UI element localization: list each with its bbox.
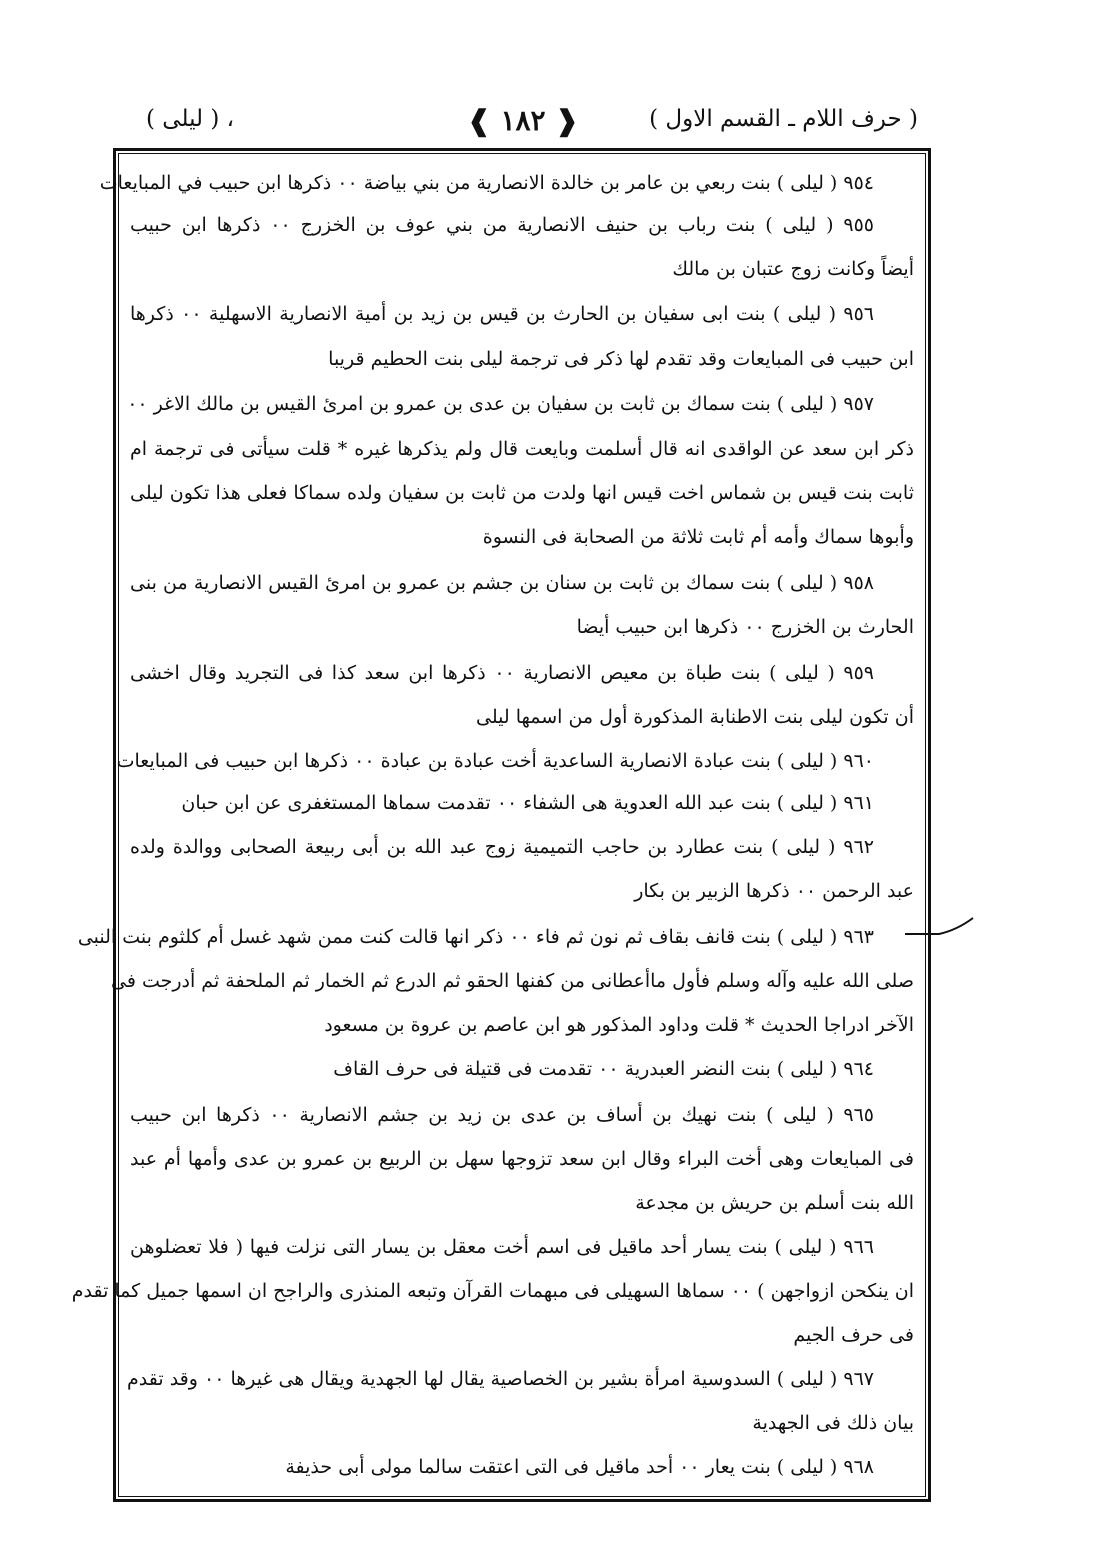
entry-965-line-3: الله بنت أسلم بن حريش بن مجدعة [635,1192,914,1214]
running-head-entry: ، ( ليلى ) [146,106,235,132]
entry-958-line-1: ٩٥٨ ( ليلى ) بنت سماك بن ثابت بن سنان بن جشم بن عمرو بن امرئ القيس الانصارية من بنى [130,572,874,594]
entry-965-line-2: فى المبايعات وهى أخت البراء وقال ابن سعد تزوجها سهل بن الربيع بن عمرو بن عدى وأمها أم عبد [130,1148,914,1170]
entry-962-line-1: ٩٦٢ ( ليلى ) بنت عطارد بن حاجب التميمية زوج عبد الله بن أبى ربيعة الصحابى ووالدة ولده [130,836,874,858]
section-title: ( حرف اللام ـ القسم الاول ) [649,106,918,132]
document-body [71,160,922,1490]
entry-957-line-2: ذكر ابن سعد عن الواقدى انه قال أسلمت وبايعت قال ولم يذكرها غيره * قلت سيأتى فى ترجمة ام [130,438,914,460]
entry-963-line-1: ٩٦٣ ( ليلى ) بنت قانف بقاف ثم نون ثم فاء ٠٠ ذكر انها قالت كنت ممن شهد غسل أم كلثوم بنت النبى [77,926,874,948]
entry-962-line-2: عبد الرحمن ٠٠ ذكرها الزبير بن بكار [634,880,914,902]
entry-954-line-1: ٩٥٤ ( ليلى ) بنت ربعي بن عامر بن خالدة الانصارية من بني بياضة ٠٠ ذكرها ابن حبيب في المبايعات [99,172,874,194]
entry-961-line-1: ٩٦١ ( ليلى ) بنت عبد الله العدوية هى الشفاء ٠٠ تقدمت سماها المستغفرى عن ابن حبان [181,792,874,814]
entry-959-line-2: أن تكون ليلى بنت الاطنابة المذكورة أول من اسمها ليلى [476,706,914,728]
entry-968-line-1: ٩٦٨ ( ليلى ) بنت يعار ٠٠ أحد ماقيل فى التى اعتقت سالما مولى أبى حذيفة [285,1456,874,1478]
entry-955-line-1: ٩٥٥ ( ليلى ) بنت رباب بن حنيف الانصارية من بني عوف بن الخزرج ٠٠ ذكرها ابن حبيب [130,214,874,236]
entry-959-line-1: ٩٥٩ ( ليلى ) بنت طباة بن معيص الانصارية ٠٠ ذكرها ابن سعد كذا فى التجريد وقال اخشى [130,662,874,684]
entry-956-line-1: ٩٥٦ ( ليلى ) بنت ابى سفيان بن الحارث بن قيس بن زيد بن أمية الانصارية الاسهلية ٠٠ ذكرها [130,303,874,325]
entry-966-line-3: فى حرف الجيم [793,1324,914,1346]
entry-958-line-2: الحارث بن الخزرج ٠٠ ذكرها ابن حبيب أيضا [576,616,914,638]
entry-967-line-2: بيان ذلك فى الجهدية [752,1412,914,1434]
entry-957-line-4: وأبوها سماك وأمه أم ثابت ثلاثة من الصحابة فى النسوة [482,526,914,548]
entry-960-line-1: ٩٦٠ ( ليلى ) بنت عبادة الانصارية الساعدية أخت عبادة بن عبادة ٠٠ ذكرها ابن حبيب فى المبايعات [116,750,874,772]
entry-966-line-2: ان ينكحن ازواجهن ) ٠٠ سماها السهيلى فى مبهمات القرآن وتبعه المنذرى والراجح ان اسمها جميل كما تقدم [71,1280,914,1302]
page-number: ❰ ١٨٢ ❱ [467,104,579,137]
entry-963-line-3: الآخر ادراجا الحديث * قلت وداود المذكور هو ابن عاصم بن عروة بن مسعود [324,1014,914,1036]
entry-965-line-1: ٩٦٥ ( ليلى ) بنت نهيك بن أساف بن عدى بن زيد بن جشم الانصارية ٠٠ ذكرها ابن حبيب [130,1104,874,1126]
entry-957-line-3: ثابت بنت قيس بن شماس اخت قيس انها ولدت من ثابت بن سفيان ولده سماكا فعلى هذا تكون ليلى [130,482,914,504]
entry-956-line-2: ابن حبيب فى المبايعات وقد تقدم لها ذكر فى ترجمة ليلى بنت الحطيم قريبا [328,348,914,370]
entry-964-line-1: ٩٦٤ ( ليلى ) بنت النضر العبدرية ٠٠ تقدمت فى قتيلة فى حرف القاف [333,1058,874,1080]
entry-967-line-1: ٩٦٧ ( ليلى ) السدوسية امرأة بشير بن الخصاصية يقال لها الجهدية ويقال هى غيرها ٠٠ وقد تقدم [127,1368,874,1390]
entry-966-line-1: ٩٦٦ ( ليلى ) بنت يسار أحد ماقيل فى اسم أخت معقل بن يسار التى نزلت فيها ( فلا تعضلوهن [130,1236,874,1258]
page-header [118,104,928,144]
entry-957-line-1: ٩٥٧ ( ليلى ) بنت سماك بن ثابت بن سفيان بن عدى بن عمرو بن امرئ القيس بن مالك الاغر ٠٠ [127,393,874,415]
entry-955-line-2: أيضاً وكانت زوج عتبان بن مالك [672,258,914,280]
entry-963-line-2: صلى الله عليه وآله وسلم فأول ماأعطانى من كفنها الحقو ثم الدرع ثم الخمار ثم الملحفة ثم أدرجت فى [110,970,914,992]
